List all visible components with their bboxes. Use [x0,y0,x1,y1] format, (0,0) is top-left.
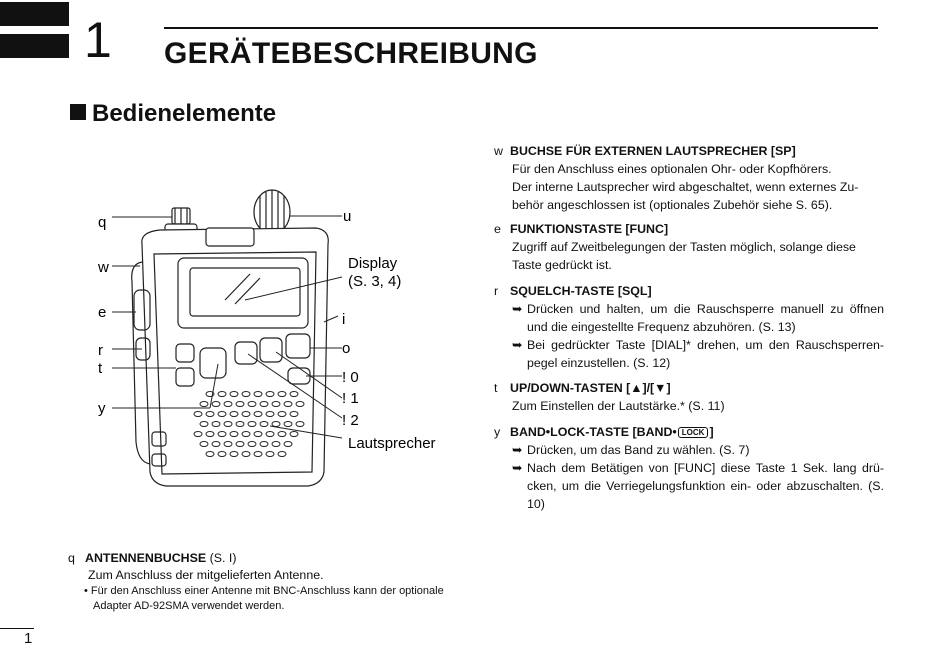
callout-12: ! 2 [342,412,359,429]
item-text: Der interne Lautsprecher wird abgeschaltet, wenn externes Zu- [512,180,859,194]
bullet-text: Bei gedrückter Taste [DIAL]* drehen, um den Rauschsperren-pegel einzustellen. (S. 12) [527,338,884,370]
item-text: Zum Anschluss der mitgelieferten Antenne. [88,568,324,582]
item-key: t [494,381,498,395]
item-q [68,550,468,614]
callout-i: i [342,311,346,328]
item-heading [494,220,884,238]
item-ref: (S. I) [206,551,237,565]
chapter-number: 1 [84,12,112,68]
page-number: 1 [24,630,33,647]
item-y [494,423,884,513]
callout-q: q [98,214,107,231]
item-key: r [494,284,499,298]
arrow-icon: ➥ [512,443,523,457]
item-text: Für den Anschluss eines optionalen Ohr- oder Kopfhörers. [512,162,832,176]
item-key: y [494,425,501,439]
item-key: e [494,222,501,236]
callout-11: ! 1 [342,390,359,407]
callout-o: o [342,340,351,357]
item-e [494,220,884,274]
item-bullet [494,300,884,336]
section-title-text: Bedienelemente [92,100,277,127]
item-w [494,142,884,214]
chapter-tab-bar [0,2,69,26]
item-heading [494,379,884,397]
item-t [494,379,884,415]
item-title: BUCHSE FÜR EXTERNEN LAUTSPRECHER [SP] [510,144,796,158]
chapter-tab-bar [0,34,69,58]
item-title: BAND•LOCK-TASTE [BAND• [510,425,677,439]
header-rule [164,27,878,29]
item-heading [494,142,884,160]
item-title: FUNKTIONSTASTE [FUNC] [510,222,669,236]
item-title: UP/DOWN-TASTEN [▲]/[▼] [510,381,671,395]
item-note: • Für den Anschluss einer Antenne mit BNC-Anschluss kann der optionale Adapter AD-92SMA verwendet werden. [84,585,444,612]
item-heading [494,423,884,441]
item-text: Zugriff auf Zweitbelegungen der Tasten möglich, solange diese [512,240,856,254]
callout-e: e [98,304,107,321]
callout-r: r [98,342,103,359]
square-bullet-icon [70,104,86,120]
item-text: Taste gedrückt ist. [512,258,612,272]
callout-w: w [98,259,109,276]
callout-speaker: Lautsprecher [348,435,436,452]
chapter-title: GERÄTEBESCHREIBUNG [164,37,538,70]
item-bullet [494,441,884,459]
item-key: w [494,144,503,158]
item-title: ANTENNENBUCHSE [85,551,207,565]
arrow-icon: ➥ [512,302,523,316]
arrow-icon: ➥ [512,338,523,352]
footer-rule [0,628,34,629]
callout-y: y [98,400,106,417]
callout-display-ref: (S. 3, 4) [348,273,402,290]
arrow-icon: ➥ [512,461,523,475]
item-title-end: ] [709,425,714,439]
section-title [70,99,276,129]
item-key: q [68,551,75,565]
item-bullet [494,336,884,372]
item-bullet [494,459,884,513]
radio-illustration [80,182,460,502]
bullet-text: Drücken, um das Band zu wählen. (S. 7) [527,443,750,457]
bullet-text: Drücken und halten, um die Rauschsperre manuell zu öffnen und die eingestellte Frequenz abzuhören. (S. 13) [527,302,884,334]
callout-t: t [98,360,103,377]
item-heading [68,550,468,567]
item-text: behör angeschlossen ist (optionales Zubehör siehe S. 65). [512,198,833,212]
callout-u: u [343,208,352,225]
item-heading [494,282,884,300]
item-text: Zum Einstellen der Lautstärke.* (S. 11) [512,399,725,413]
callout-display: Display [348,255,398,272]
lock-key-icon: LOCK [678,427,709,438]
callout-10: ! 0 [342,369,359,386]
item-title: SQUELCH-TASTE [SQL] [510,284,652,298]
item-r [494,282,884,372]
bullet-text: Nach dem Betätigen von [FUNC] diese Taste 1 Sek. lang drü-cken, um die Verriegelungsfunktion ein- oder abzuschalten. (S. 10) [527,461,884,511]
